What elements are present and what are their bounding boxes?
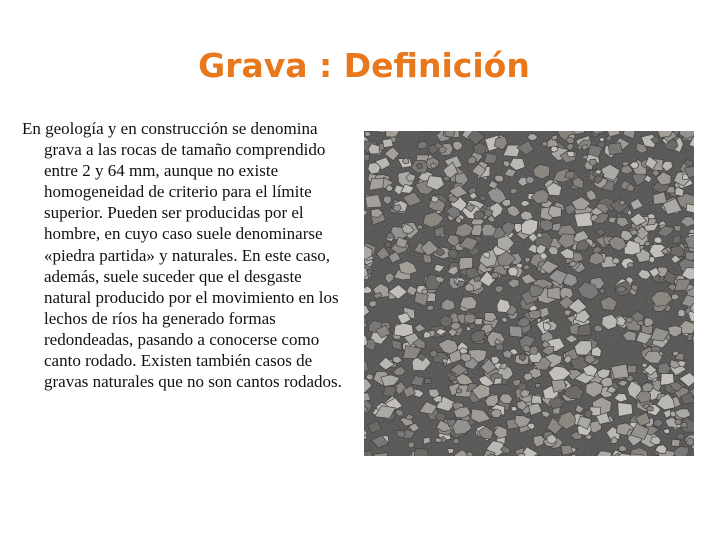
gravel-photo <box>364 131 694 456</box>
slide-title: Grava : Definición <box>198 46 530 85</box>
definition-text: En geología y en construcción se denomina grava a las rocas de tamaño comprendido entre 2 y 64 mm, aunque no existe homogeneidad de criterio para el límite superior. Pueden ser producidas por el hombre, en cuyo caso suele denominarse «piedra partida» y naturales. En este caso, además, suele suceder que el desgaste natural producido por el movimiento en los lechos de ríos ha generado formas redondeadas, pasando a conocerse como canto rodado. Existen también casos de gravas naturales que no son cantos rodados. <box>22 119 342 392</box>
